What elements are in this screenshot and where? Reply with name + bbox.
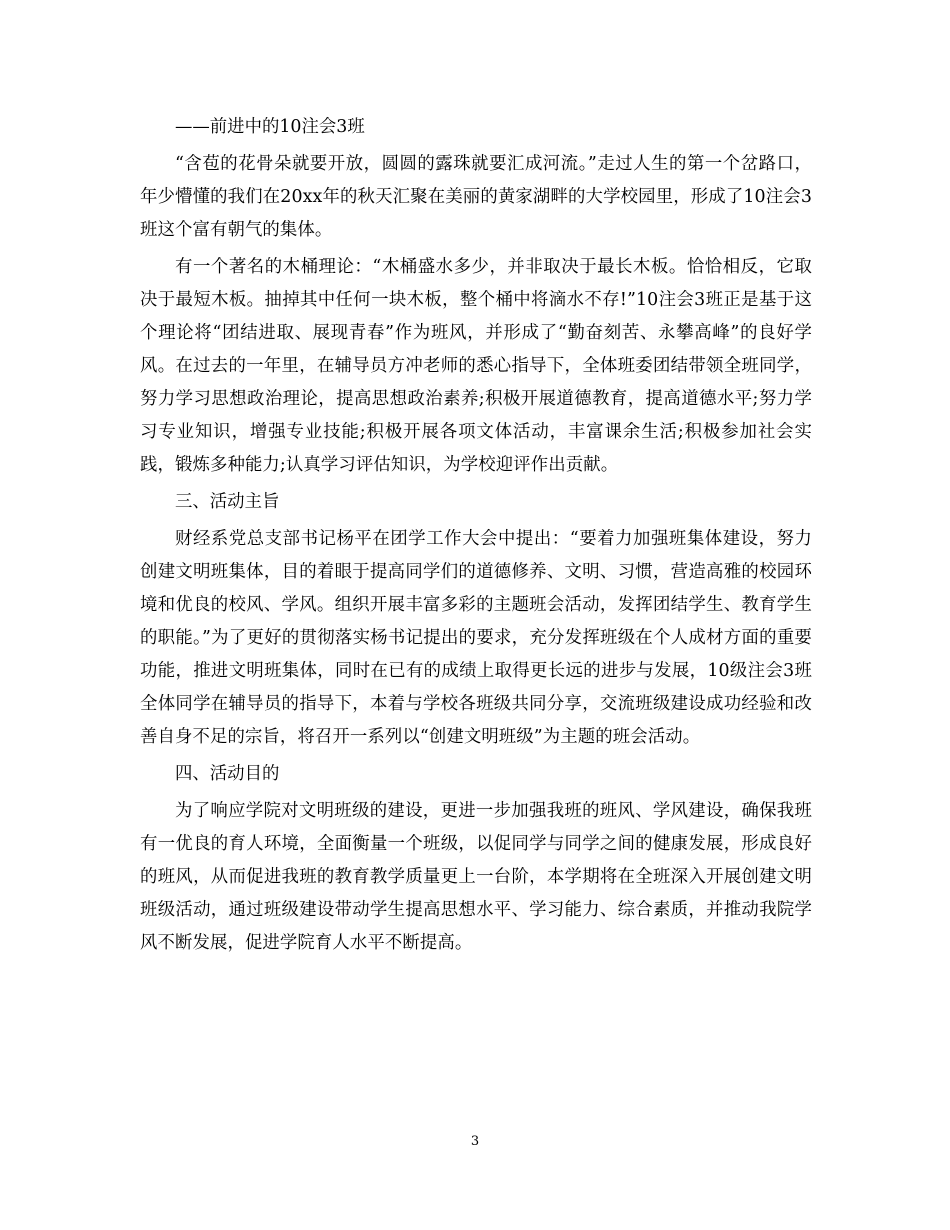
paragraph-goal: 为了响应学院对文明班级的建设，更进一步加强我班的班风、学风建设，确保我班有一优良的育人环境，全面衡量一个班级，以促同学与同学之间的健康发展，形成良好的班风，从而促进我班的教育教学质量更上一台阶，本学期将在全班深入开展创建文明班级活动，通过班级建设带动学生提高思想水平、学习能力、综合素质，并推动我院学风不断发展，促进学院育人水平不断提高。 (140, 801, 812, 953)
paragraph-opening: “含苞的花骨朵就要开放，圆圆的露珠就要汇成河流。”走过人生的第一个岔路口，年少懵懂的我们在20xx年的秋天汇聚在美丽的黄家湖畔的大学校园里，形成了10注会3班这个富有朝气的集体。 (140, 154, 812, 240)
document-body (140, 111, 812, 964)
paragraph-purpose: 财经系党总支部书记杨平在团学工作大会中提出：“要着力加强班集体建设，努力创建文明班集体，目的着眼于提高同学们的道德修养、文明、习惯，营造高雅的校园环境和优良的校风、学风。组织开展丰富多彩的主题班会活动，发挥团结学生、教育学生的职能。”为了更好的贯彻落实杨书记提出的要求，充分发挥班级在个人成材方面的重要功能，推进文明班集体，同时在已有的成绩上取得更长远的进步与发展，10级注会3班全体同学在辅导员的指导下，本着与学校各班级共同分享，交流班级建设成功经验和改善自身不足的宗旨，将召开一系列以“创建文明班级”为主题的班会活动。 (140, 529, 812, 747)
subtitle: ——前进中的10注会3班 (175, 117, 365, 137)
section-heading-purpose: 三、活动主旨 (175, 492, 280, 512)
section-heading-goal: 四、活动目的 (175, 764, 280, 784)
paragraph-barrel-theory: 有一个著名的木桶理论：“木桶盛水多少，并非取决于最长木板。恰恰相反，它取决于最短木板。抽掉其中任何一块木板，整个桶中将滴水不存!”10注会3班正是基于这个理论将“团结进取、展现青春”作为班风，并形成了“勤奋刻苦、永攀高峰”的良好学风。在过去的一年里，在辅导员方冲老师的悉心指导下，全体班委团结带领全班同学，努力学习思想政治理论，提高思想政治素养;积极开展道德教育，提高道德水平;努力学习专业知识，增强专业技能;积极开展各项文体活动，丰富课余生活;积极参加社会实践，锻炼多种能力;认真学习评估知识，为学校迎评作出贡献。 (140, 257, 812, 475)
page-number: 3 (470, 1134, 480, 1149)
